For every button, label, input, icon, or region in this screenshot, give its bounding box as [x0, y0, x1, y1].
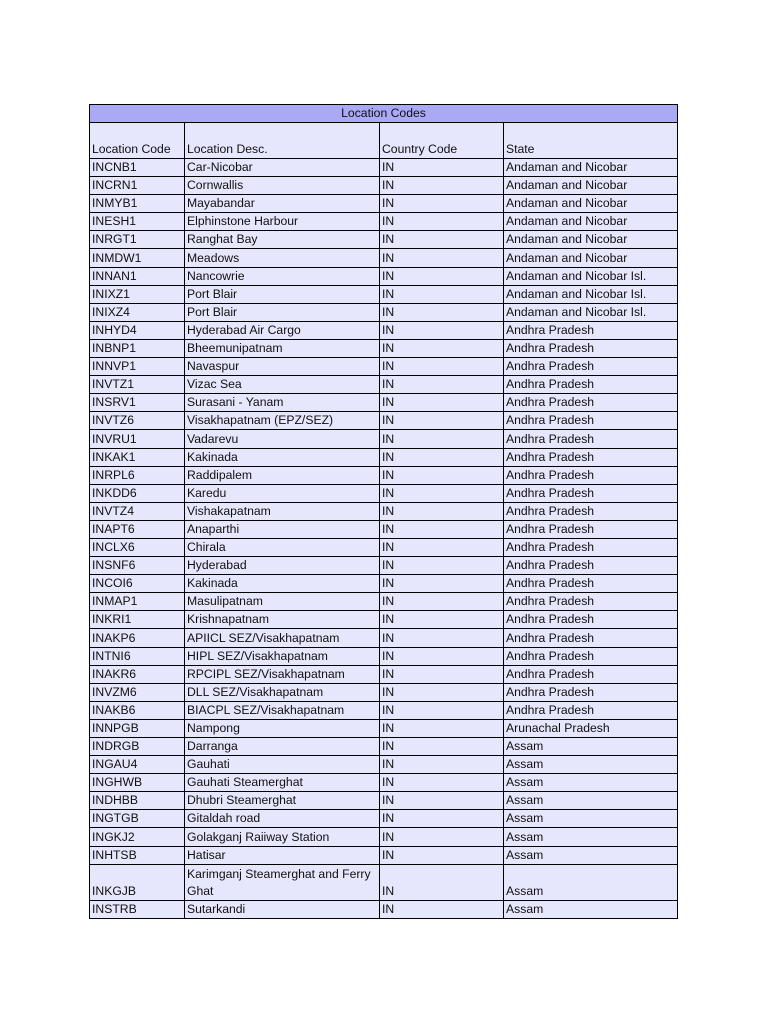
country-code-cell: IN [380, 412, 504, 430]
location-desc-cell: Gitaldah road [185, 810, 380, 828]
table-row [90, 394, 678, 412]
location-code-cell: INGKJ2 [90, 828, 185, 846]
country-code-cell: IN [380, 774, 504, 792]
table-row [90, 593, 678, 611]
location-desc-cell: Gauhati [185, 756, 380, 774]
table-row [90, 195, 678, 213]
location-code-cell: INMYB1 [90, 195, 185, 213]
table-row [90, 683, 678, 701]
location-desc-cell: Golakganj Raiiway Station [185, 828, 380, 846]
country-code-cell: IN [380, 231, 504, 249]
state-cell: Andaman and Nicobar [504, 213, 678, 231]
table-row [90, 376, 678, 394]
table-row [90, 177, 678, 195]
location-desc-cell: DLL SEZ/Visakhapatnam [185, 683, 380, 701]
table-row [90, 738, 678, 756]
state-cell: Andaman and Nicobar Isl. [504, 285, 678, 303]
country-code-cell: IN [380, 520, 504, 538]
state-cell: Andhra Pradesh [504, 575, 678, 593]
location-code-cell: INCOI6 [90, 575, 185, 593]
table-row [90, 231, 678, 249]
location-code-cell: INRPL6 [90, 466, 185, 484]
location-desc-cell: Krishnapatnam [185, 611, 380, 629]
state-cell: Assam [504, 810, 678, 828]
country-code-cell: IN [380, 846, 504, 864]
table-row [90, 267, 678, 285]
country-code-cell: IN [380, 195, 504, 213]
location-code-cell: INGAU4 [90, 756, 185, 774]
state-cell: Assam [504, 900, 678, 918]
state-cell: Assam [504, 774, 678, 792]
country-code-cell: IN [380, 502, 504, 520]
country-code-cell: IN [380, 665, 504, 683]
location-code-cell: INVTZ4 [90, 502, 185, 520]
state-cell: Andhra Pradesh [504, 484, 678, 502]
country-code-cell: IN [380, 448, 504, 466]
location-code-cell: INMDW1 [90, 249, 185, 267]
table-row [90, 611, 678, 629]
location-code-cell: INMAP1 [90, 593, 185, 611]
state-cell: Andhra Pradesh [504, 520, 678, 538]
location-code-cell: INKAK1 [90, 448, 185, 466]
table-row [90, 285, 678, 303]
location-desc-cell: Karedu [185, 484, 380, 502]
state-cell: Andaman and Nicobar [504, 177, 678, 195]
table-row [90, 557, 678, 575]
table-row [90, 358, 678, 376]
state-cell: Andhra Pradesh [504, 683, 678, 701]
location-code-cell: INBNP1 [90, 339, 185, 357]
location-desc-cell: Vizac Sea [185, 376, 380, 394]
location-code-cell: INAKR6 [90, 665, 185, 683]
location-code-cell: INDHBB [90, 792, 185, 810]
state-cell: Andhra Pradesh [504, 394, 678, 412]
state-cell: Andhra Pradesh [504, 448, 678, 466]
table-row [90, 792, 678, 810]
state-cell: Andhra Pradesh [504, 412, 678, 430]
country-code-cell: IN [380, 810, 504, 828]
country-code-cell: IN [380, 249, 504, 267]
location-code-cell: INRGT1 [90, 231, 185, 249]
table-row [90, 774, 678, 792]
country-code-cell: IN [380, 321, 504, 339]
state-cell: Andhra Pradesh [504, 502, 678, 520]
location-desc-cell: Port Blair [185, 285, 380, 303]
location-code-cell: INAKP6 [90, 629, 185, 647]
country-code-cell: IN [380, 376, 504, 394]
state-cell: Andhra Pradesh [504, 647, 678, 665]
location-code-cell: INTNI6 [90, 647, 185, 665]
location-code-cell: INVTZ6 [90, 412, 185, 430]
location-desc-cell: Vishakapatnam [185, 502, 380, 520]
location-desc-cell: Visakhapatnam (EPZ/SEZ) [185, 412, 380, 430]
table-row [90, 719, 678, 737]
table-row [90, 810, 678, 828]
country-code-cell: IN [380, 683, 504, 701]
table-row [90, 448, 678, 466]
table-row [90, 701, 678, 719]
country-code-cell: IN [380, 267, 504, 285]
country-code-cell: IN [380, 466, 504, 484]
table-row [90, 412, 678, 430]
column-header-country-code: Country Code [380, 123, 504, 159]
location-code-cell: INSRV1 [90, 394, 185, 412]
table-row [90, 538, 678, 556]
country-code-cell: IN [380, 159, 504, 177]
table-row [90, 430, 678, 448]
country-code-cell: IN [380, 303, 504, 321]
state-cell: Assam [504, 828, 678, 846]
table-row [90, 249, 678, 267]
location-desc-cell: Meadows [185, 249, 380, 267]
location-code-cell: INGHWB [90, 774, 185, 792]
table-row [90, 864, 678, 900]
state-cell: Andhra Pradesh [504, 665, 678, 683]
country-code-cell: IN [380, 864, 504, 900]
location-desc-cell: BIACPL SEZ/Visakhapatnam [185, 701, 380, 719]
country-code-cell: IN [380, 394, 504, 412]
location-desc-cell: HIPL SEZ/Visakhapatnam [185, 647, 380, 665]
country-code-cell: IN [380, 285, 504, 303]
location-desc-cell: Elphinstone Harbour [185, 213, 380, 231]
location-desc-cell: Ranghat Bay [185, 231, 380, 249]
state-cell: Andhra Pradesh [504, 611, 678, 629]
location-code-cell: INHTSB [90, 846, 185, 864]
location-desc-cell: Kakinada [185, 448, 380, 466]
table-row [90, 520, 678, 538]
table-row [90, 900, 678, 918]
country-code-cell: IN [380, 430, 504, 448]
country-code-cell: IN [380, 177, 504, 195]
location-code-cell: INDRGB [90, 738, 185, 756]
table-row [90, 484, 678, 502]
table-row [90, 339, 678, 357]
state-cell: Assam [504, 846, 678, 864]
location-desc-cell: Karimganj Steamerghat and Ferry Ghat [185, 864, 380, 900]
state-cell: Andaman and Nicobar [504, 231, 678, 249]
country-code-cell: IN [380, 575, 504, 593]
location-desc-cell: Nancowrie [185, 267, 380, 285]
location-code-cell: INCLX6 [90, 538, 185, 556]
location-desc-cell: Sutarkandi [185, 900, 380, 918]
country-code-cell: IN [380, 358, 504, 376]
country-code-cell: IN [380, 756, 504, 774]
location-desc-cell: Hatisar [185, 846, 380, 864]
table-row [90, 665, 678, 683]
country-code-cell: IN [380, 629, 504, 647]
country-code-cell: IN [380, 538, 504, 556]
location-desc-cell: Car-Nicobar [185, 159, 380, 177]
location-desc-cell: Anaparthi [185, 520, 380, 538]
table-row [90, 846, 678, 864]
state-cell: Arunachal Pradesh [504, 719, 678, 737]
location-desc-cell: Navaspur [185, 358, 380, 376]
state-cell: Andhra Pradesh [504, 321, 678, 339]
country-code-cell: IN [380, 213, 504, 231]
table-row [90, 629, 678, 647]
location-code-cell: INNPGB [90, 719, 185, 737]
country-code-cell: IN [380, 484, 504, 502]
location-code-cell: INVTZ1 [90, 376, 185, 394]
table-row [90, 466, 678, 484]
state-cell: Andaman and Nicobar Isl. [504, 267, 678, 285]
table-title: Location Codes [90, 105, 678, 123]
state-cell: Assam [504, 756, 678, 774]
table-row [90, 321, 678, 339]
table-row [90, 828, 678, 846]
location-code-cell: INKDD6 [90, 484, 185, 502]
location-desc-cell: Vadarevu [185, 430, 380, 448]
location-desc-cell: Nampong [185, 719, 380, 737]
location-code-cell: INSNF6 [90, 557, 185, 575]
state-cell: Andhra Pradesh [504, 701, 678, 719]
location-code-cell: INGTGB [90, 810, 185, 828]
location-desc-cell: RPCIPL SEZ/Visakhapatnam [185, 665, 380, 683]
location-desc-cell: Dhubri Steamerghat [185, 792, 380, 810]
country-code-cell: IN [380, 647, 504, 665]
state-cell: Andhra Pradesh [504, 466, 678, 484]
location-code-cell: INHYD4 [90, 321, 185, 339]
table-row [90, 647, 678, 665]
location-code-cell: INKGJB [90, 864, 185, 900]
state-cell: Assam [504, 792, 678, 810]
location-code-cell: INVRU1 [90, 430, 185, 448]
table-row [90, 213, 678, 231]
state-cell: Andhra Pradesh [504, 629, 678, 647]
location-desc-cell: Hyderabad [185, 557, 380, 575]
country-code-cell: IN [380, 900, 504, 918]
column-header-location-code: Location Code [90, 123, 185, 159]
location-code-cell: INESH1 [90, 213, 185, 231]
location-code-cell: INIXZ4 [90, 303, 185, 321]
location-desc-cell: Port Blair [185, 303, 380, 321]
location-code-cell: INAPT6 [90, 520, 185, 538]
country-code-cell: IN [380, 339, 504, 357]
location-code-cell: INIXZ1 [90, 285, 185, 303]
country-code-cell: IN [380, 738, 504, 756]
state-cell: Andaman and Nicobar [504, 249, 678, 267]
location-code-cell: INCNB1 [90, 159, 185, 177]
location-code-cell: INCRN1 [90, 177, 185, 195]
state-cell: Andhra Pradesh [504, 593, 678, 611]
location-desc-cell: Mayabandar [185, 195, 380, 213]
location-code-cell: INNAN1 [90, 267, 185, 285]
location-desc-cell: Cornwallis [185, 177, 380, 195]
location-code-cell: INNVP1 [90, 358, 185, 376]
state-cell: Andhra Pradesh [504, 339, 678, 357]
state-cell: Andaman and Nicobar [504, 195, 678, 213]
location-desc-cell: Gauhati Steamerghat [185, 774, 380, 792]
table-body [90, 159, 678, 919]
state-cell: Andhra Pradesh [504, 376, 678, 394]
location-desc-cell: Surasani - Yanam [185, 394, 380, 412]
table-row [90, 756, 678, 774]
state-cell: Andhra Pradesh [504, 358, 678, 376]
location-desc-cell: Hyderabad Air Cargo [185, 321, 380, 339]
state-cell: Assam [504, 864, 678, 900]
state-cell: Andhra Pradesh [504, 538, 678, 556]
country-code-cell: IN [380, 828, 504, 846]
table-row [90, 575, 678, 593]
table-row [90, 502, 678, 520]
location-desc-cell: Raddipalem [185, 466, 380, 484]
location-desc-cell: Kakinada [185, 575, 380, 593]
country-code-cell: IN [380, 701, 504, 719]
column-header-location-desc: Location Desc. [185, 123, 380, 159]
table-title-row [90, 105, 678, 123]
location-codes-table [89, 104, 678, 919]
location-code-cell: INVZM6 [90, 683, 185, 701]
country-code-cell: IN [380, 593, 504, 611]
column-header-state: State [504, 123, 678, 159]
country-code-cell: IN [380, 719, 504, 737]
country-code-cell: IN [380, 792, 504, 810]
table-header-row [90, 123, 678, 159]
location-code-cell: INKRI1 [90, 611, 185, 629]
table-row [90, 159, 678, 177]
location-desc-cell: Darranga [185, 738, 380, 756]
location-code-cell: INAKB6 [90, 701, 185, 719]
table-row [90, 303, 678, 321]
location-desc-cell: Chirala [185, 538, 380, 556]
location-desc-cell: Bheemunipatnam [185, 339, 380, 357]
state-cell: Andhra Pradesh [504, 430, 678, 448]
state-cell: Andaman and Nicobar Isl. [504, 303, 678, 321]
location-desc-cell: APIICL SEZ/Visakhapatnam [185, 629, 380, 647]
location-code-cell: INSTRB [90, 900, 185, 918]
country-code-cell: IN [380, 557, 504, 575]
country-code-cell: IN [380, 611, 504, 629]
state-cell: Andaman and Nicobar [504, 159, 678, 177]
state-cell: Assam [504, 738, 678, 756]
state-cell: Andhra Pradesh [504, 557, 678, 575]
location-desc-cell: Masulipatnam [185, 593, 380, 611]
